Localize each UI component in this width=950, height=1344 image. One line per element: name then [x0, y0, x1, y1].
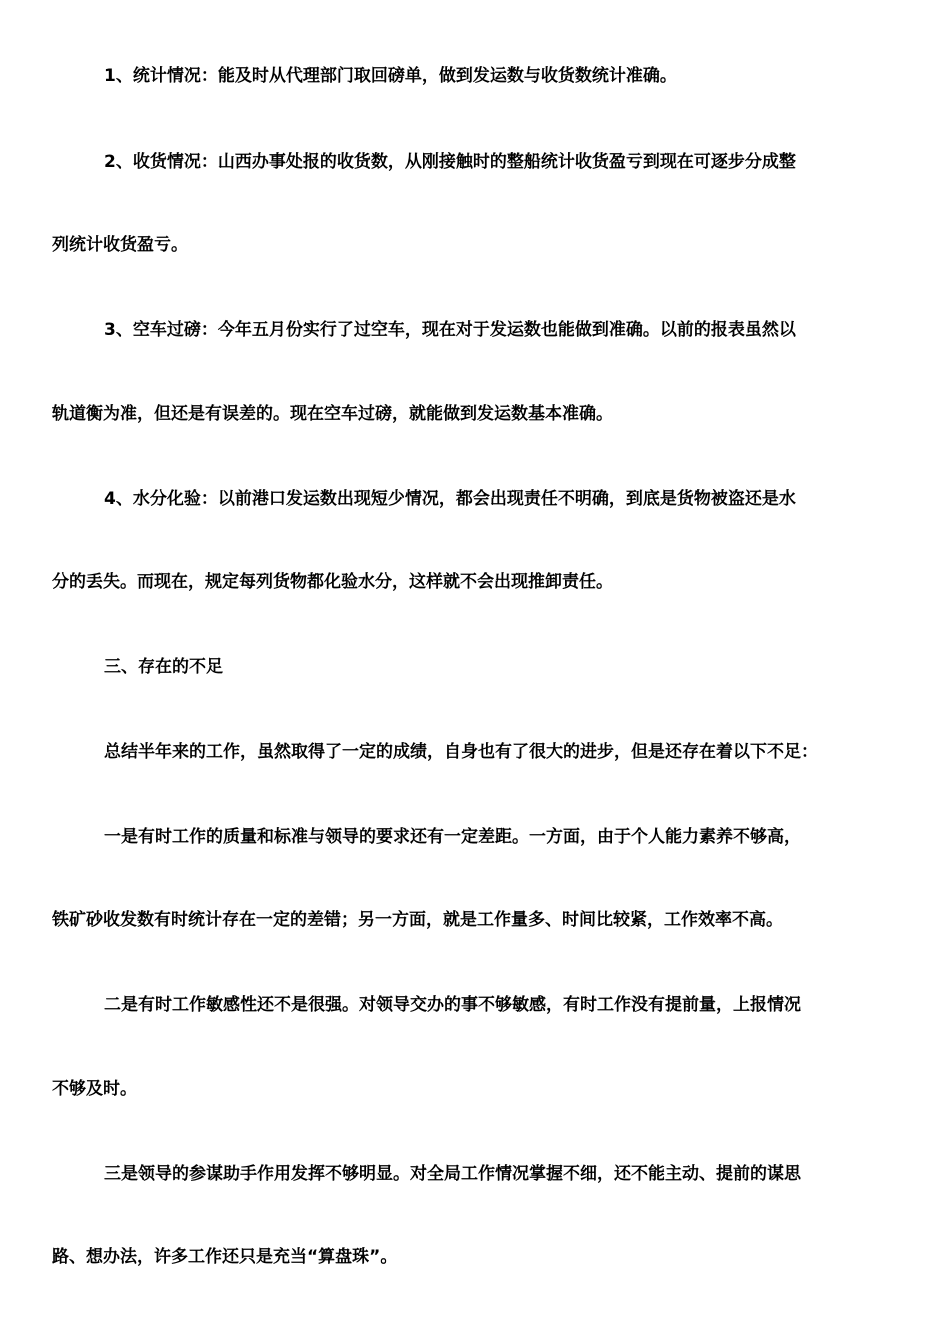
paragraph-7-line-2: 不够及时。 — [52, 1079, 137, 1099]
paragraph-6-line-2: 铁矿砂收发数有时统计存在一定的差错；另一方面，就是工作量多、时间比较紧，工作效率不高。 — [52, 910, 783, 930]
paragraph-8-line-2: 路、想办法，许多工作还只是充当“算盘珠”。 — [52, 1247, 398, 1267]
paragraph-4-line-1: 4、水分化验：以前港口发运数出现短少情况，都会出现责任不明确，到底是货物被盗还是水 — [104, 489, 796, 509]
paragraph-3-line-2: 轨道衡为准，但还是有误差的。现在空车过磅，就能做到发运数基本准确。 — [52, 404, 613, 424]
paragraph-1-line-1: 1、统计情况：能及时从代理部门取回磅单，做到发运数与收货数统计准确。 — [104, 66, 677, 86]
paragraph-5-line-1: 总结半年来的工作，虽然取得了一定的成绩，自身也有了很大的进步，但是还存在着以下不足： — [104, 742, 818, 762]
section-heading: 三、存在的不足 — [104, 657, 223, 677]
paragraph-8-line-1: 三是领导的参谋助手作用发挥不够明显。对全局工作情况掌握不细，还不能主动、提前的谋思 — [104, 1164, 801, 1184]
paragraph-2-line-2: 列统计收货盈亏。 — [52, 235, 188, 255]
paragraph-3-line-1: 3、空车过磅：今年五月份实行了过空车，现在对于发运数也能做到准确。以前的报表虽然以 — [104, 320, 796, 340]
paragraph-6-line-1: 一是有时工作的质量和标准与领导的要求还有一定差距。一方面，由于个人能力素养不够高， — [104, 827, 801, 847]
paragraph-2-line-1: 2、收货情况：山西办事处报的收货数，从刚接触时的整船统计收货盈亏到现在可逐步分成整 — [104, 152, 796, 172]
paragraph-7-line-1: 二是有时工作敏感性还不是很强。对领导交办的事不够敏感，有时工作没有提前量，上报情况 — [104, 995, 801, 1015]
paragraph-4-line-2: 分的丢失。而现在，规定每列货物都化验水分，这样就不会出现推卸责任。 — [52, 572, 613, 592]
